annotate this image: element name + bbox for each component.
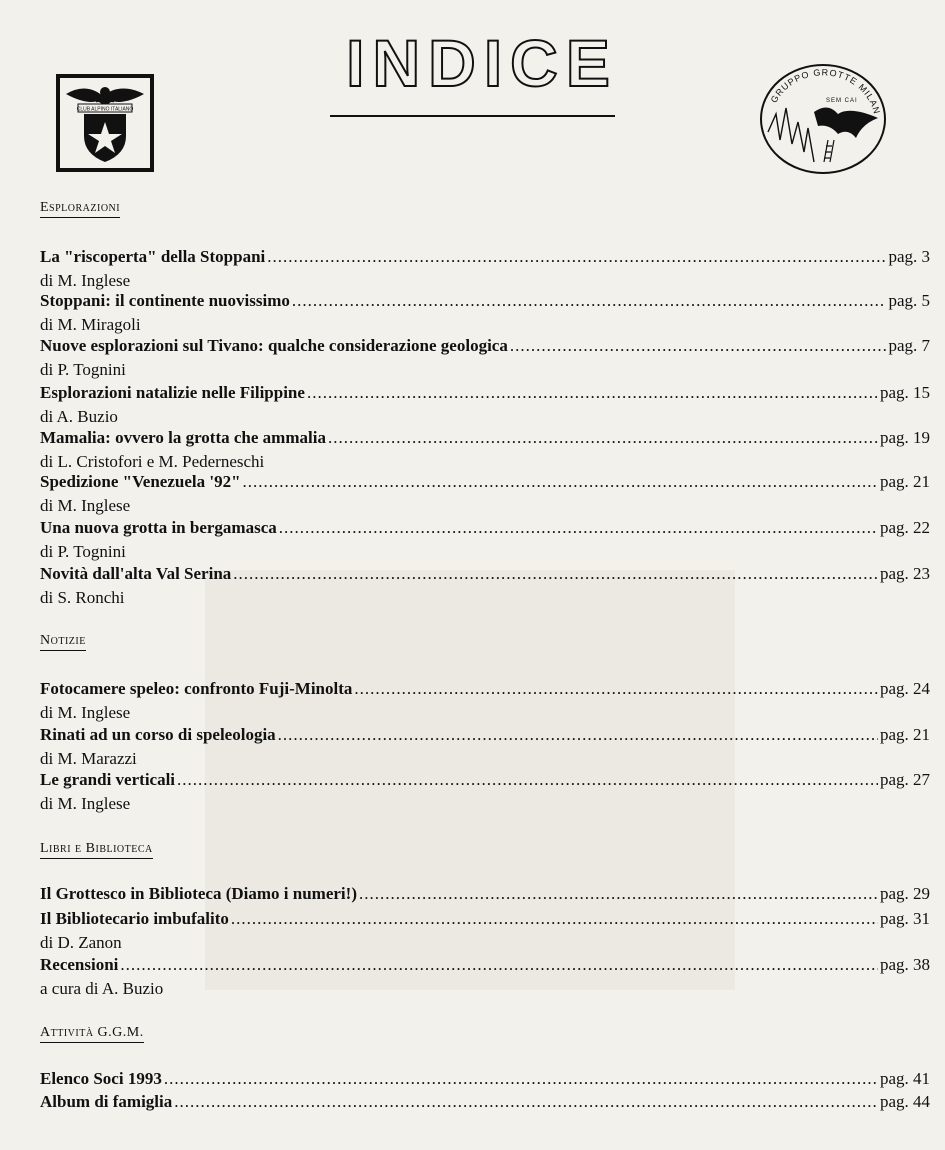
toc-entry[interactable] xyxy=(40,1092,930,1115)
dot-leader xyxy=(307,383,878,403)
entry-author: di M. Inglese xyxy=(40,496,131,515)
dot-leader xyxy=(359,884,878,904)
logo-banner-text: CLUB ALPINO ITALIANO xyxy=(76,106,134,113)
page-title-text: INDICE xyxy=(346,26,618,100)
entry-page: pag. 3 xyxy=(888,247,930,266)
entry-title[interactable]: Recensioni xyxy=(40,955,119,974)
toc-entry[interactable] xyxy=(40,564,930,608)
toc-entry[interactable] xyxy=(40,428,930,472)
dot-leader xyxy=(120,955,878,975)
cave-bat-icon xyxy=(758,62,888,177)
entry-author: a cura di A. Buzio xyxy=(40,979,164,998)
entry-title[interactable]: Album di famiglia xyxy=(40,1092,173,1111)
entry-page: pag. 41 xyxy=(879,1069,930,1088)
entry-title[interactable]: Nuove esplorazioni sul Tivano: qualche considerazione geologica xyxy=(40,336,508,355)
entry-author: di L. Cristofori e M. Pederneschi xyxy=(40,452,265,471)
entry-page: pag. 19 xyxy=(879,428,930,447)
section-heading-esplorazioni: Esplorazioni xyxy=(40,200,120,218)
entry-page: pag. 15 xyxy=(879,383,930,402)
page-title xyxy=(332,26,632,100)
cai-logo xyxy=(56,74,154,172)
toc-entry[interactable] xyxy=(40,1069,930,1092)
toc-entry[interactable] xyxy=(40,770,930,814)
entry-author: di M. Miragoli xyxy=(40,315,141,334)
section-heading-attivita: Attività G.G.M. xyxy=(40,1025,144,1043)
dot-leader xyxy=(328,428,878,448)
title-underline xyxy=(330,115,615,117)
entry-page: pag. 21 xyxy=(879,472,930,491)
entry-title[interactable]: Rinati ad un corso di speleologia xyxy=(40,725,276,744)
dot-leader xyxy=(278,725,878,745)
entry-author: di S. Ronchi xyxy=(40,588,125,607)
entry-page: pag. 38 xyxy=(879,955,930,974)
logo-sub-text: SEM CAI xyxy=(826,98,858,104)
entry-title[interactable]: Una nuova grotta in bergamasca xyxy=(40,518,277,537)
toc-entry[interactable] xyxy=(40,909,930,953)
entry-title[interactable]: Mamalia: ovvero la grotta che ammalia xyxy=(40,428,326,447)
entry-title[interactable]: Fotocamere speleo: confronto Fuji-Minolta xyxy=(40,679,353,698)
entry-author: di M. Inglese xyxy=(40,271,131,290)
ggm-logo xyxy=(758,62,888,177)
entry-page: pag. 31 xyxy=(879,909,930,928)
entry-author: di D. Zanon xyxy=(40,933,122,952)
entry-title[interactable]: Spedizione "Venezuela '92" xyxy=(40,472,241,491)
entry-title[interactable]: Le grandi verticali xyxy=(40,770,176,789)
dot-leader xyxy=(233,564,878,584)
toc-entry[interactable] xyxy=(40,383,930,427)
entry-page: pag. 22 xyxy=(879,518,930,537)
dot-leader xyxy=(231,909,878,929)
toc-entry[interactable] xyxy=(40,291,930,335)
entry-title[interactable]: Il Grottesco in Biblioteca (Diamo i numeri!) xyxy=(40,884,357,903)
dot-leader xyxy=(292,291,887,311)
dot-leader xyxy=(174,1092,878,1112)
entry-page: pag. 29 xyxy=(879,884,930,903)
toc-entry[interactable] xyxy=(40,955,930,999)
dot-leader xyxy=(267,247,886,267)
dot-leader xyxy=(279,518,878,538)
dot-leader xyxy=(177,770,878,790)
toc-entry[interactable] xyxy=(40,472,930,516)
entry-page: pag. 21 xyxy=(879,725,930,744)
logo-circle-text: GRUPPO GROTTE MILAN xyxy=(768,67,883,116)
toc-entry[interactable] xyxy=(40,247,930,291)
entry-author: di M. Inglese xyxy=(40,703,131,722)
entry-page: pag. 44 xyxy=(879,1092,930,1111)
entry-author: di A. Buzio xyxy=(40,407,118,426)
entry-page: pag. 7 xyxy=(888,336,930,355)
section-heading-libri: Libri e Biblioteca xyxy=(40,841,153,859)
entry-author: di M. Inglese xyxy=(40,794,131,813)
dot-leader xyxy=(164,1069,878,1089)
entry-page: pag. 27 xyxy=(879,770,930,789)
entry-page: pag. 23 xyxy=(879,564,930,583)
entry-author: di P. Tognini xyxy=(40,542,126,561)
toc-entry[interactable] xyxy=(40,679,930,723)
eagle-shield-icon xyxy=(56,74,154,172)
entry-title[interactable]: Esplorazioni natalizie nelle Filippine xyxy=(40,383,305,402)
bleed-through-text xyxy=(0,140,5,168)
entry-author: di M. Marazzi xyxy=(40,749,137,768)
entry-title[interactable]: Elenco Soci 1993 xyxy=(40,1069,162,1088)
entry-title[interactable]: Stoppani: il continente nuovissimo xyxy=(40,291,290,310)
entry-page: pag. 24 xyxy=(879,679,930,698)
entry-page: pag. 5 xyxy=(888,291,930,310)
entry-title[interactable]: Il Bibliotecario imbufalito xyxy=(40,909,229,928)
toc-entry[interactable] xyxy=(40,884,930,907)
section-heading-notizie: Notizie xyxy=(40,633,86,651)
dot-leader xyxy=(243,472,878,492)
toc-entry[interactable] xyxy=(40,336,930,380)
dot-leader xyxy=(354,679,878,699)
entry-title[interactable]: Novità dall'alta Val Serina xyxy=(40,564,232,583)
dot-leader xyxy=(510,336,887,356)
entry-author: di P. Tognini xyxy=(40,360,126,379)
toc-entry[interactable] xyxy=(40,518,930,562)
toc-entry[interactable] xyxy=(40,725,930,769)
entry-title[interactable]: La "riscoperta" della Stoppani xyxy=(40,247,266,266)
